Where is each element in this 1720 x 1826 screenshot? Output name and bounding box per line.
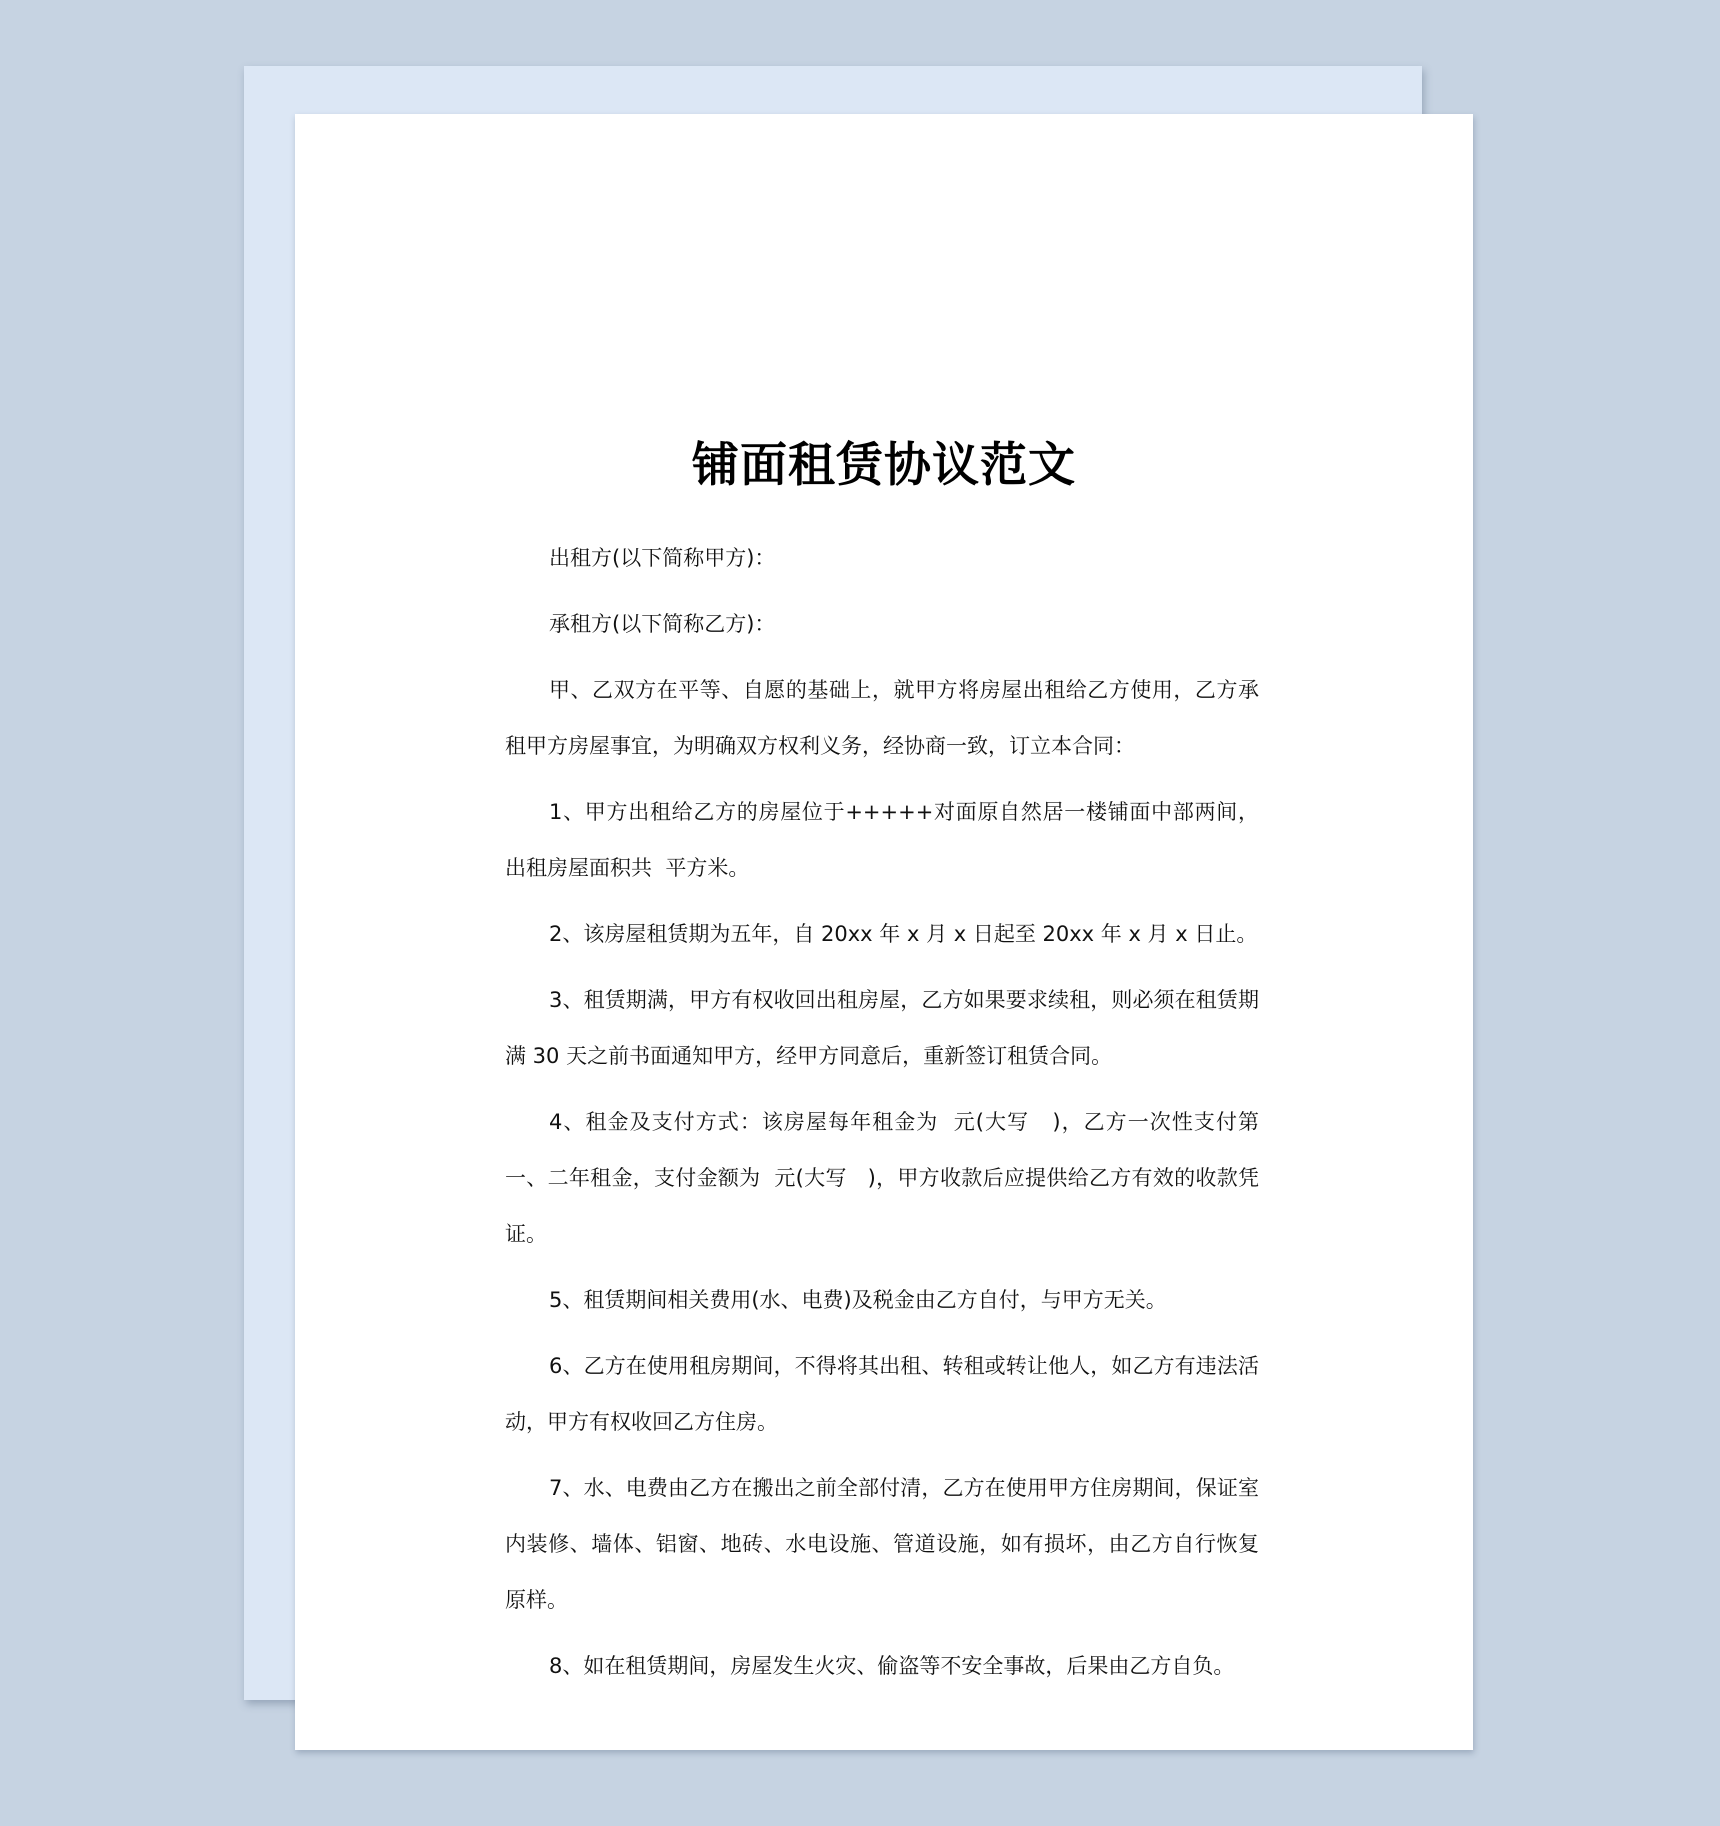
clause-4-rent-payment: 4、租金及支付方式：该房屋每年租金为 元(大写 )，乙方一次性支付第一、二年租金，支付金额为 元(大写 )，甲方收款后应提供给乙方有效的收款凭证。	[505, 1110, 1259, 1246]
clause-7-utilities-repair: 7、水、电费由乙方在搬出之前全部付清，乙方在使用甲方住房期间，保证室内装修、墙体、铝窗、地砖、水电设施、管道设施，如有损坏，由乙方自行恢复原样。	[505, 1476, 1259, 1612]
clause-3-renewal: 3、租赁期满，甲方有权收回出租房屋，乙方如果要求续租，则必须在租赁期满 30 天之前书面通知甲方，经甲方同意后，重新签订租赁合同。	[505, 988, 1259, 1068]
clause-5-fees-taxes: 5、租赁期间相关费用(水、电费)及税金由乙方自付，与甲方无关。	[549, 1288, 1167, 1312]
clause-2-term: 2、该房屋租赁期为五年，自 20xx 年 x 月 x 日起至 20xx 年 x 月 x 日止。	[549, 922, 1258, 946]
paragraph-preamble: 甲、乙双方在平等、自愿的基础上，就甲方将房屋出租给乙方使用，乙方承租甲方房屋事宜，为明确双方权利义务，经协商一致，订立本合同：	[505, 678, 1259, 758]
paragraph-lessee: 承租方(以下简称乙方)：	[549, 612, 776, 636]
clause-6-sublet: 6、乙方在使用租房期间，不得将其出租、转租或转让他人，如乙方有违法活动，甲方有权收回乙方住房。	[505, 1354, 1259, 1434]
paragraph-lessor: 出租方(以下简称甲方)：	[549, 546, 776, 570]
document-page	[295, 114, 1473, 1750]
clause-1-location: 1、甲方出租给乙方的房屋位于+++++对面原自然居一楼铺面中部两间，出租房屋面积共 平方米。	[505, 800, 1259, 880]
clause-8-accidents: 8、如在租赁期间，房屋发生火灾、偷盗等不安全事故，后果由乙方自负。	[549, 1654, 1235, 1678]
document-body	[505, 530, 1259, 1704]
document-title: 铺面租赁协议范文	[692, 438, 1076, 493]
